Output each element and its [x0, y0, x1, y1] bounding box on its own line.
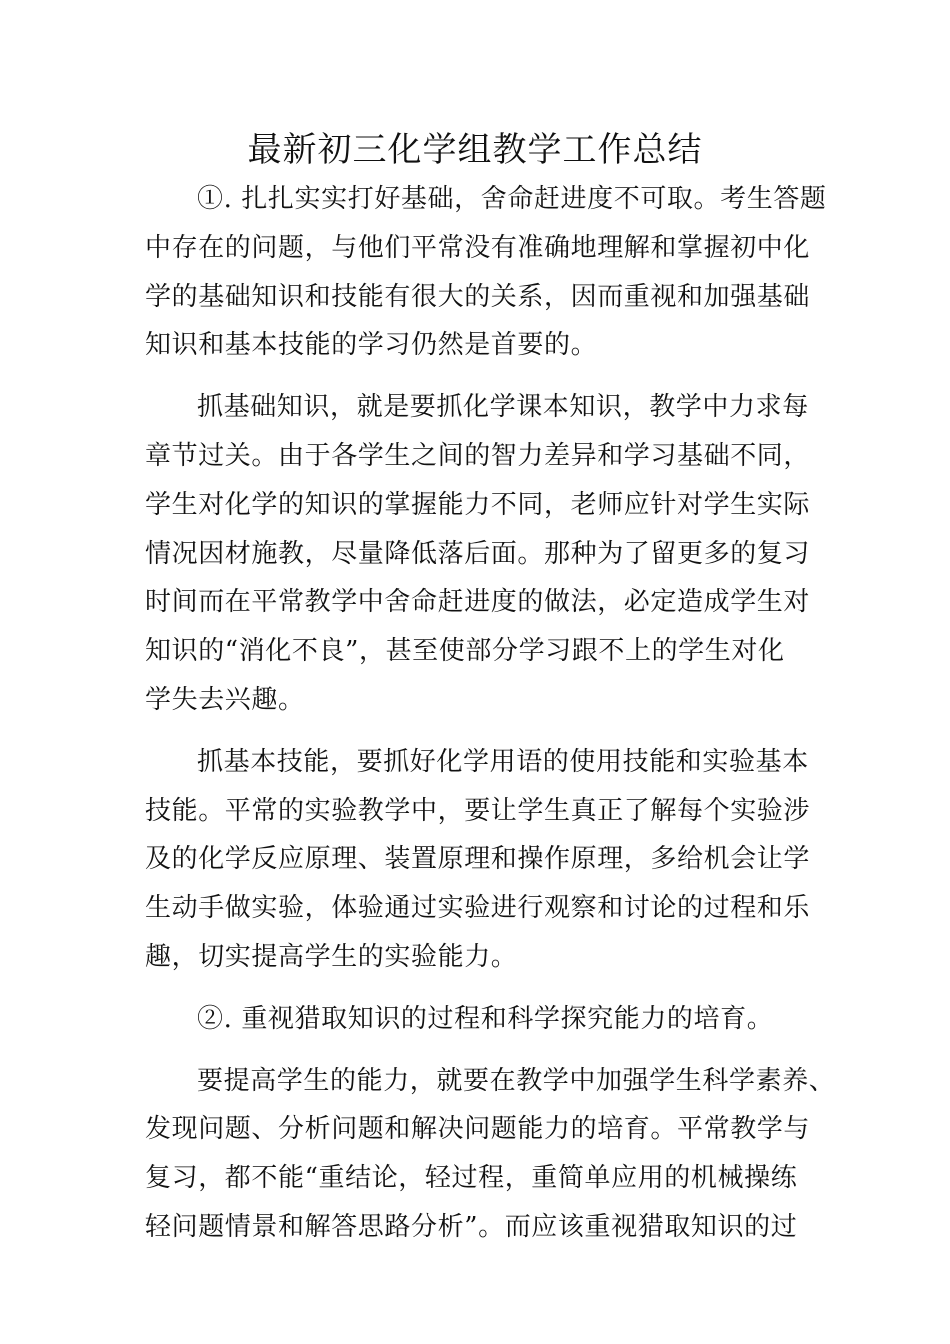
document-title: 最新初三化学组教学工作总结	[247, 130, 703, 170]
paragraph-spacer	[145, 725, 813, 738]
paragraph-line: 学生对化学的知识的掌握能力不同，老师应针对学生实际	[145, 489, 811, 520]
paragraph-line: 知识的“消化不良”，甚至使部分学习跟不上的学生对化	[145, 636, 785, 667]
paragraph-line: 及的化学反应原理、装置原理和操作原理，多给机会让学	[145, 844, 811, 875]
paragraph-line: 复习，都不能“重结论，轻过程，重简单应用的机械操练	[145, 1163, 798, 1194]
paragraph-spacer	[145, 370, 813, 383]
paragraph-spacer	[145, 1044, 813, 1057]
paragraph-line: 时间而在平常教学中舍命赶进度的做法，必定造成学生对	[145, 587, 811, 618]
paragraph-line: 要提高学生的能力，就要在教学中加强学生科学素养、	[197, 1065, 836, 1096]
paragraph-line: 情况因材施教，尽量降低落后面。那种为了留更多的复习	[145, 538, 811, 569]
paragraph-line: ①. 扎扎实实打好基础，舍命赶进度不可取。考生答题	[197, 184, 827, 214]
paragraph-line: 抓基础知识，就是要抓化学课本知识，教学中力求每	[197, 392, 809, 423]
paragraph-line: 章节过关。由于各学生之间的智力差异和学习基础不同，	[145, 440, 811, 471]
paragraph-line: 中存在的问题，与他们平常没有准确地理解和掌握初中化	[145, 232, 811, 263]
paragraph-line: 趣，切实提高学生的实验能力。	[145, 941, 518, 972]
document-body	[145, 175, 836, 1252]
paragraph-line: 技能。平常的实验教学中，要让学生真正了解每个实验涉	[145, 795, 811, 826]
paragraph-line: 生动手做实验，体验通过实验进行观察和讨论的过程和乐	[145, 893, 811, 924]
paragraph-line: ②. 重视猎取知识的过程和科学探究能力的培育。	[197, 1003, 774, 1034]
paragraph-line: 学的基础知识和技能有很大的关系，因而重视和加强基础	[145, 281, 811, 312]
paragraph-line: 轻问题情景和解答思路分析”。而应该重视猎取知识的过	[145, 1211, 798, 1242]
paragraph-line: 发现问题、分析问题和解决问题能力的培育。平常教学与	[145, 1114, 811, 1145]
paragraph-line: 知识和基本技能的学习仍然是首要的。	[145, 330, 598, 361]
paragraph-line: 抓基本技能，要抓好化学用语的使用技能和实验基本	[197, 746, 809, 777]
paragraph-line: 学失去兴趣。	[145, 684, 305, 715]
paragraph-spacer	[145, 982, 813, 995]
